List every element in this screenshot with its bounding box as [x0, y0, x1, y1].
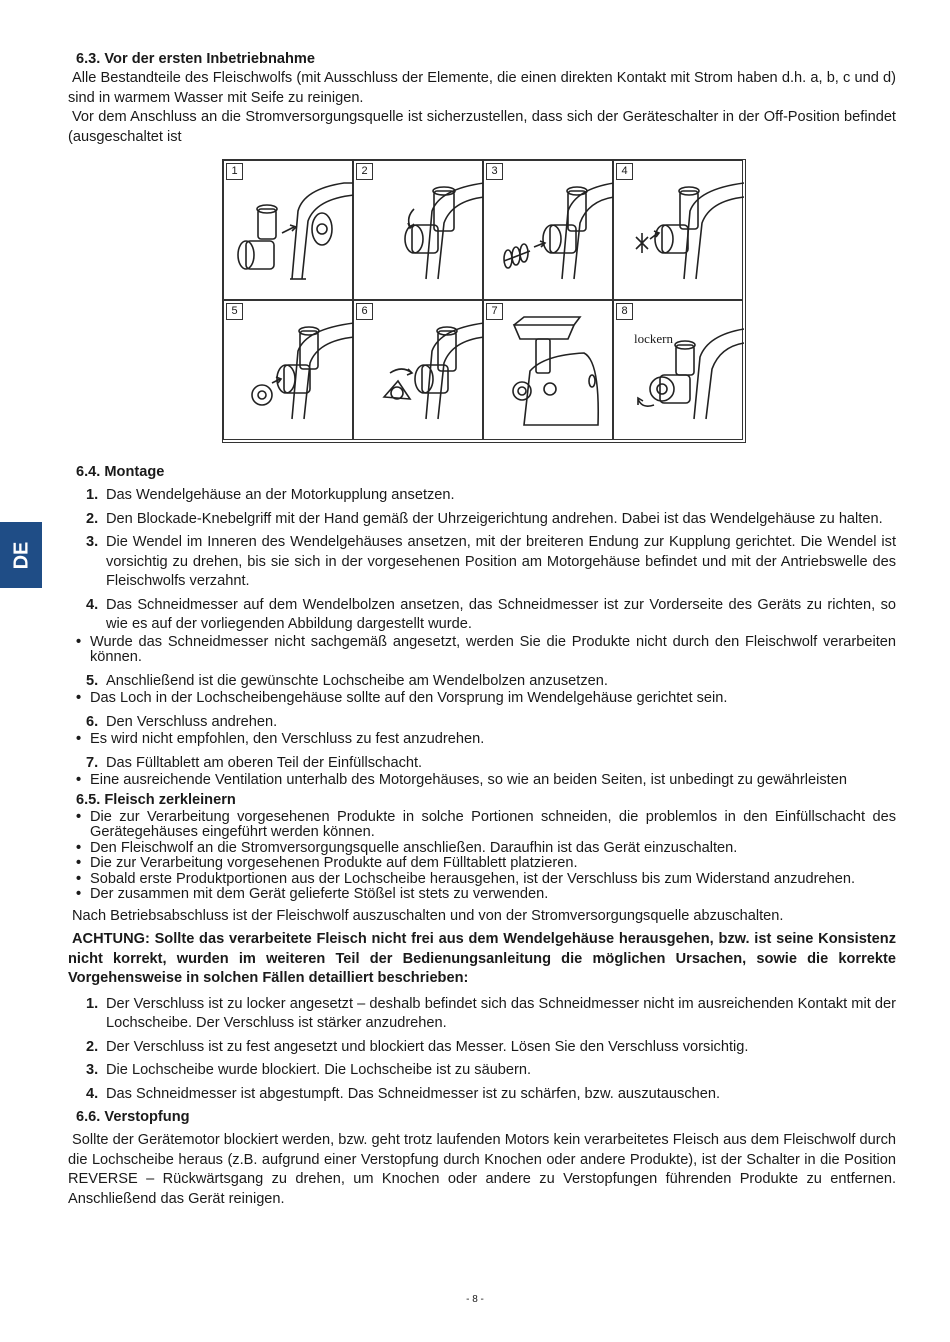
step-8-caption: lockern — [634, 331, 673, 346]
step-1-illustration — [224, 161, 354, 301]
bullet-text: Eine ausreichende Ventilation unterhalb des Motorgehäuses, so wie an beiden Seiten, ist unbedingt zu gewährleisten — [90, 772, 847, 788]
item-text: Der Verschluss ist zu fest angesetzt und blockiert das Messer. Lösen Sie den Verschluss vorsichtig. — [106, 1038, 749, 1055]
bullet-text: Die zur Verarbeitung vorgesehenen Produkte auf dem Fülltablett platzieren. — [90, 855, 578, 871]
bullet-item: • Sobald erste Produktportionen aus der Lochscheibe herausgehen, ist der Verschluss bis zum Widerstand anzudrehen. — [76, 872, 896, 888]
item-number: 2. — [86, 1038, 99, 1055]
item-number: 1. — [86, 487, 99, 503]
step-label: 5 — [226, 303, 243, 320]
bullet-item: • Es wird nicht empfohlen, den Verschluss zu fest anzudrehen. — [76, 732, 896, 748]
step-3-illustration — [484, 161, 614, 301]
figure-step-7 — [483, 300, 613, 440]
step-5-illustration — [224, 301, 354, 441]
list-item — [86, 510, 896, 530]
language-tab-label: DE — [10, 541, 33, 570]
list-item — [86, 713, 896, 733]
bullet-item: • Den Fleischwolf an die Stromversorgungsquelle anschließen. Daraufhin ist das Gerät einzuschalten. — [76, 841, 896, 857]
step-label: 6 — [356, 303, 373, 320]
page-content — [68, 50, 896, 1209]
bullet-item: • Das Loch in der Lochscheibengehäuse sollte auf den Vorsprung im Wendelgehäuse gerichtet sein. — [76, 691, 896, 707]
paragraph: Vor dem Anschluss an die Stromversorgungsquelle ist sicherzustellen, dass sich der Geräteschalter in der Off-Position befindet (ausgeschaltet ist — [68, 109, 896, 145]
item-number: 4. — [86, 1085, 99, 1102]
warning-paragraph: ACHTUNG: Sollte das verarbeitete Fleisch nicht frei aus dem Wendelgehäuse herausgehen, bzw. ist seine Konsistenz nicht korrekt, wurden im weiteren Teil der Bedienungsanleitung die möglichen Ursachen, sowie die korrekte Vorgehensweise in solchen Fällen detailliert beschrieben: — [68, 931, 896, 986]
bullet-text: Der zusammen mit dem Gerät gelieferte Stößel ist stets zu verwenden. — [90, 886, 549, 902]
page-number: - 8 - — [466, 1294, 484, 1305]
figure-step-6 — [353, 300, 483, 440]
item-number: 4. — [86, 596, 99, 613]
list-item — [86, 486, 896, 506]
step-label: 4 — [616, 163, 633, 180]
bullet-item: • Eine ausreichende Ventilation unterhalb des Motorgehäuses, so wie an beiden Seiten, ist unbedingt zu gewährleisten — [76, 773, 896, 789]
bullet-item: • Wurde das Schneidmesser nicht sachgemäß angesetzt, werden Sie die Produkte nicht durch den Fleischwolf verarbeiten können. — [76, 633, 896, 665]
list-item — [86, 596, 896, 635]
item-text: Der Verschluss ist zu locker angesetzt – deshalb befindet sich das Schneidmesser nicht im ausreichenden Kontakt mit der Lochscheibe. Der Verschluss ist stärker anzudrehen. — [106, 995, 896, 1031]
item-text: Das Schneidmesser ist abgestumpft. Das Schneidmesser ist zu schärfen, bzw. auszutauschen. — [106, 1085, 721, 1102]
item-text: Das Wendelgehäuse an der Motorkupplung ansetzen. — [106, 487, 455, 503]
section-heading-6-4: 6.4. Montage — [76, 464, 165, 480]
figure-step-3 — [483, 160, 613, 300]
item-number: 6. — [86, 713, 99, 730]
item-text: Den Blockade-Knebelgriff mit der Hand gemäß der Uhrzeigerichtung andrehen. Dabei ist das Wendelgehäuse zu halten. — [106, 510, 883, 527]
list-item — [86, 754, 896, 774]
step-label: 7 — [486, 303, 503, 320]
item-number: 1. — [86, 995, 99, 1012]
paragraph: Alle Bestandteile des Fleischwolfs (mit Ausschluss der Elemente, die einen direkten Kontakt mit Strom haben d.h. a, b, c und d) sind in warmem Wasser mit Seife zu reinigen. — [68, 70, 896, 106]
paragraph: Sollte der Gerätemotor blockiert werden, bzw. geht trotz laufenden Motors kein verarbeitetes Fleisch aus dem Fleischwolf durch die Lochscheibe heraus (z.B. aufgrund einer Verstopfung durch Knochen oder andere Produkte), ist der Schalter in die Position REVERSE – Rückwärtsgang zu drehen, um Knochen oder andere zu Verstopfungen führenden Produkte zu entfernen. Anschließend das Gerät reinigen. — [68, 1132, 896, 1207]
list-item — [86, 1085, 896, 1105]
figure-step-1 — [223, 160, 353, 300]
bullet-text: Den Fleischwolf an die Stromversorgungsquelle anschließen. Daraufhin ist das Gerät einzuschalten. — [90, 839, 738, 856]
bullet-item: • Die zur Verarbeitung vorgesehenen Produkte auf dem Fülltablett platzieren. — [76, 856, 896, 872]
section-heading-6-6: 6.6. Verstopfung — [76, 1109, 190, 1125]
list-item — [86, 533, 896, 592]
step-label: 8 — [616, 303, 633, 320]
item-text: Den Verschluss andrehen. — [106, 713, 278, 730]
language-tab — [0, 522, 42, 588]
item-text: Das Fülltablett am oberen Teil der Einfüllschacht. — [106, 754, 423, 771]
item-number: 5. — [86, 672, 99, 689]
paragraph: Nach Betriebsabschluss ist der Fleischwolf auszuschalten und von der Stromversorgungsquelle abzuschalten. — [72, 907, 784, 924]
step-6-illustration — [354, 301, 484, 441]
item-text: Die Wendel im Inneren des Wendelgehäuses ansetzen, mit der breiteren Endung zur Kupplung gerichtet. Die Wendel ist vorsichtig zu drehen, bis sie sich in der vorgesehenen Position am Motorgehäuse befindet und mit der Antriebswelle des Fleischwolfs verzahnt. — [106, 534, 896, 589]
bullet-text: Wurde das Schneidmesser nicht sachgemäß angesetzt, werden Sie die Produkte nicht durch den Fleischwolf verarbeiten können. — [90, 633, 896, 665]
list-item — [86, 672, 896, 692]
bullet-text: Die zur Verarbeitung vorgesehenen Produkte in solche Portionen schneiden, die problemlos in den Einfüllschacht des Gerätegehäuses eingeführt werden können. — [90, 808, 896, 840]
item-number: 7. — [86, 754, 99, 771]
section-heading-6-5: 6.5. Fleisch zerkleinern — [76, 791, 236, 808]
item-number: 2. — [86, 510, 99, 527]
item-number: 3. — [86, 534, 99, 550]
item-text: Anschließend ist die gewünschte Lochscheibe am Wendelbolzen anzusetzen. — [106, 672, 608, 689]
assembly-figure — [222, 159, 746, 443]
figure-step-2 — [353, 160, 483, 300]
step-label: 3 — [486, 163, 503, 180]
step-8-illustration — [614, 301, 744, 441]
section-heading-6-3: 6.3. Vor der ersten Inbetriebnahme — [76, 51, 315, 67]
item-number: 3. — [86, 1062, 99, 1078]
figure-step-5 — [223, 300, 353, 440]
step-label: 2 — [356, 163, 373, 180]
bullet-text: Es wird nicht empfohlen, den Verschluss zu fest anzudrehen. — [90, 731, 485, 747]
bullet-item: • Die zur Verarbeitung vorgesehenen Produkte in solche Portionen schneiden, die problemlos in den Einfüllschacht des Gerätegehäuses eingeführt werden können. — [76, 808, 896, 840]
bullet-text: Das Loch in der Lochscheibengehäuse sollte auf den Vorsprung im Wendelgehäuse gerichtet sein. — [90, 690, 728, 706]
list-item — [86, 1038, 896, 1058]
list-item — [86, 995, 896, 1034]
bullet-text: Sobald erste Produktportionen aus der Lochscheibe herausgehen, ist der Verschluss bis zum Widerstand anzudrehen. — [90, 870, 856, 887]
bullet-item: • Der zusammen mit dem Gerät gelieferte Stößel ist stets zu verwenden. — [76, 887, 896, 903]
list-item — [86, 1061, 896, 1081]
step-label: 1 — [226, 163, 243, 180]
item-text: Die Lochscheibe wurde blockiert. Die Lochscheibe ist zu säubern. — [106, 1062, 532, 1078]
step-7-illustration — [484, 301, 614, 441]
step-4-illustration — [614, 161, 744, 301]
step-2-illustration — [354, 161, 484, 301]
item-text: Das Schneidmesser auf dem Wendelbolzen ansetzen, das Schneidmesser ist zur Vorderseite des Geräts zu richten, so wie es auf der vorliegenden Abbildung dargestellt wurde. — [106, 596, 896, 632]
figure-step-4 — [613, 160, 743, 300]
figure-step-8 — [613, 300, 743, 440]
